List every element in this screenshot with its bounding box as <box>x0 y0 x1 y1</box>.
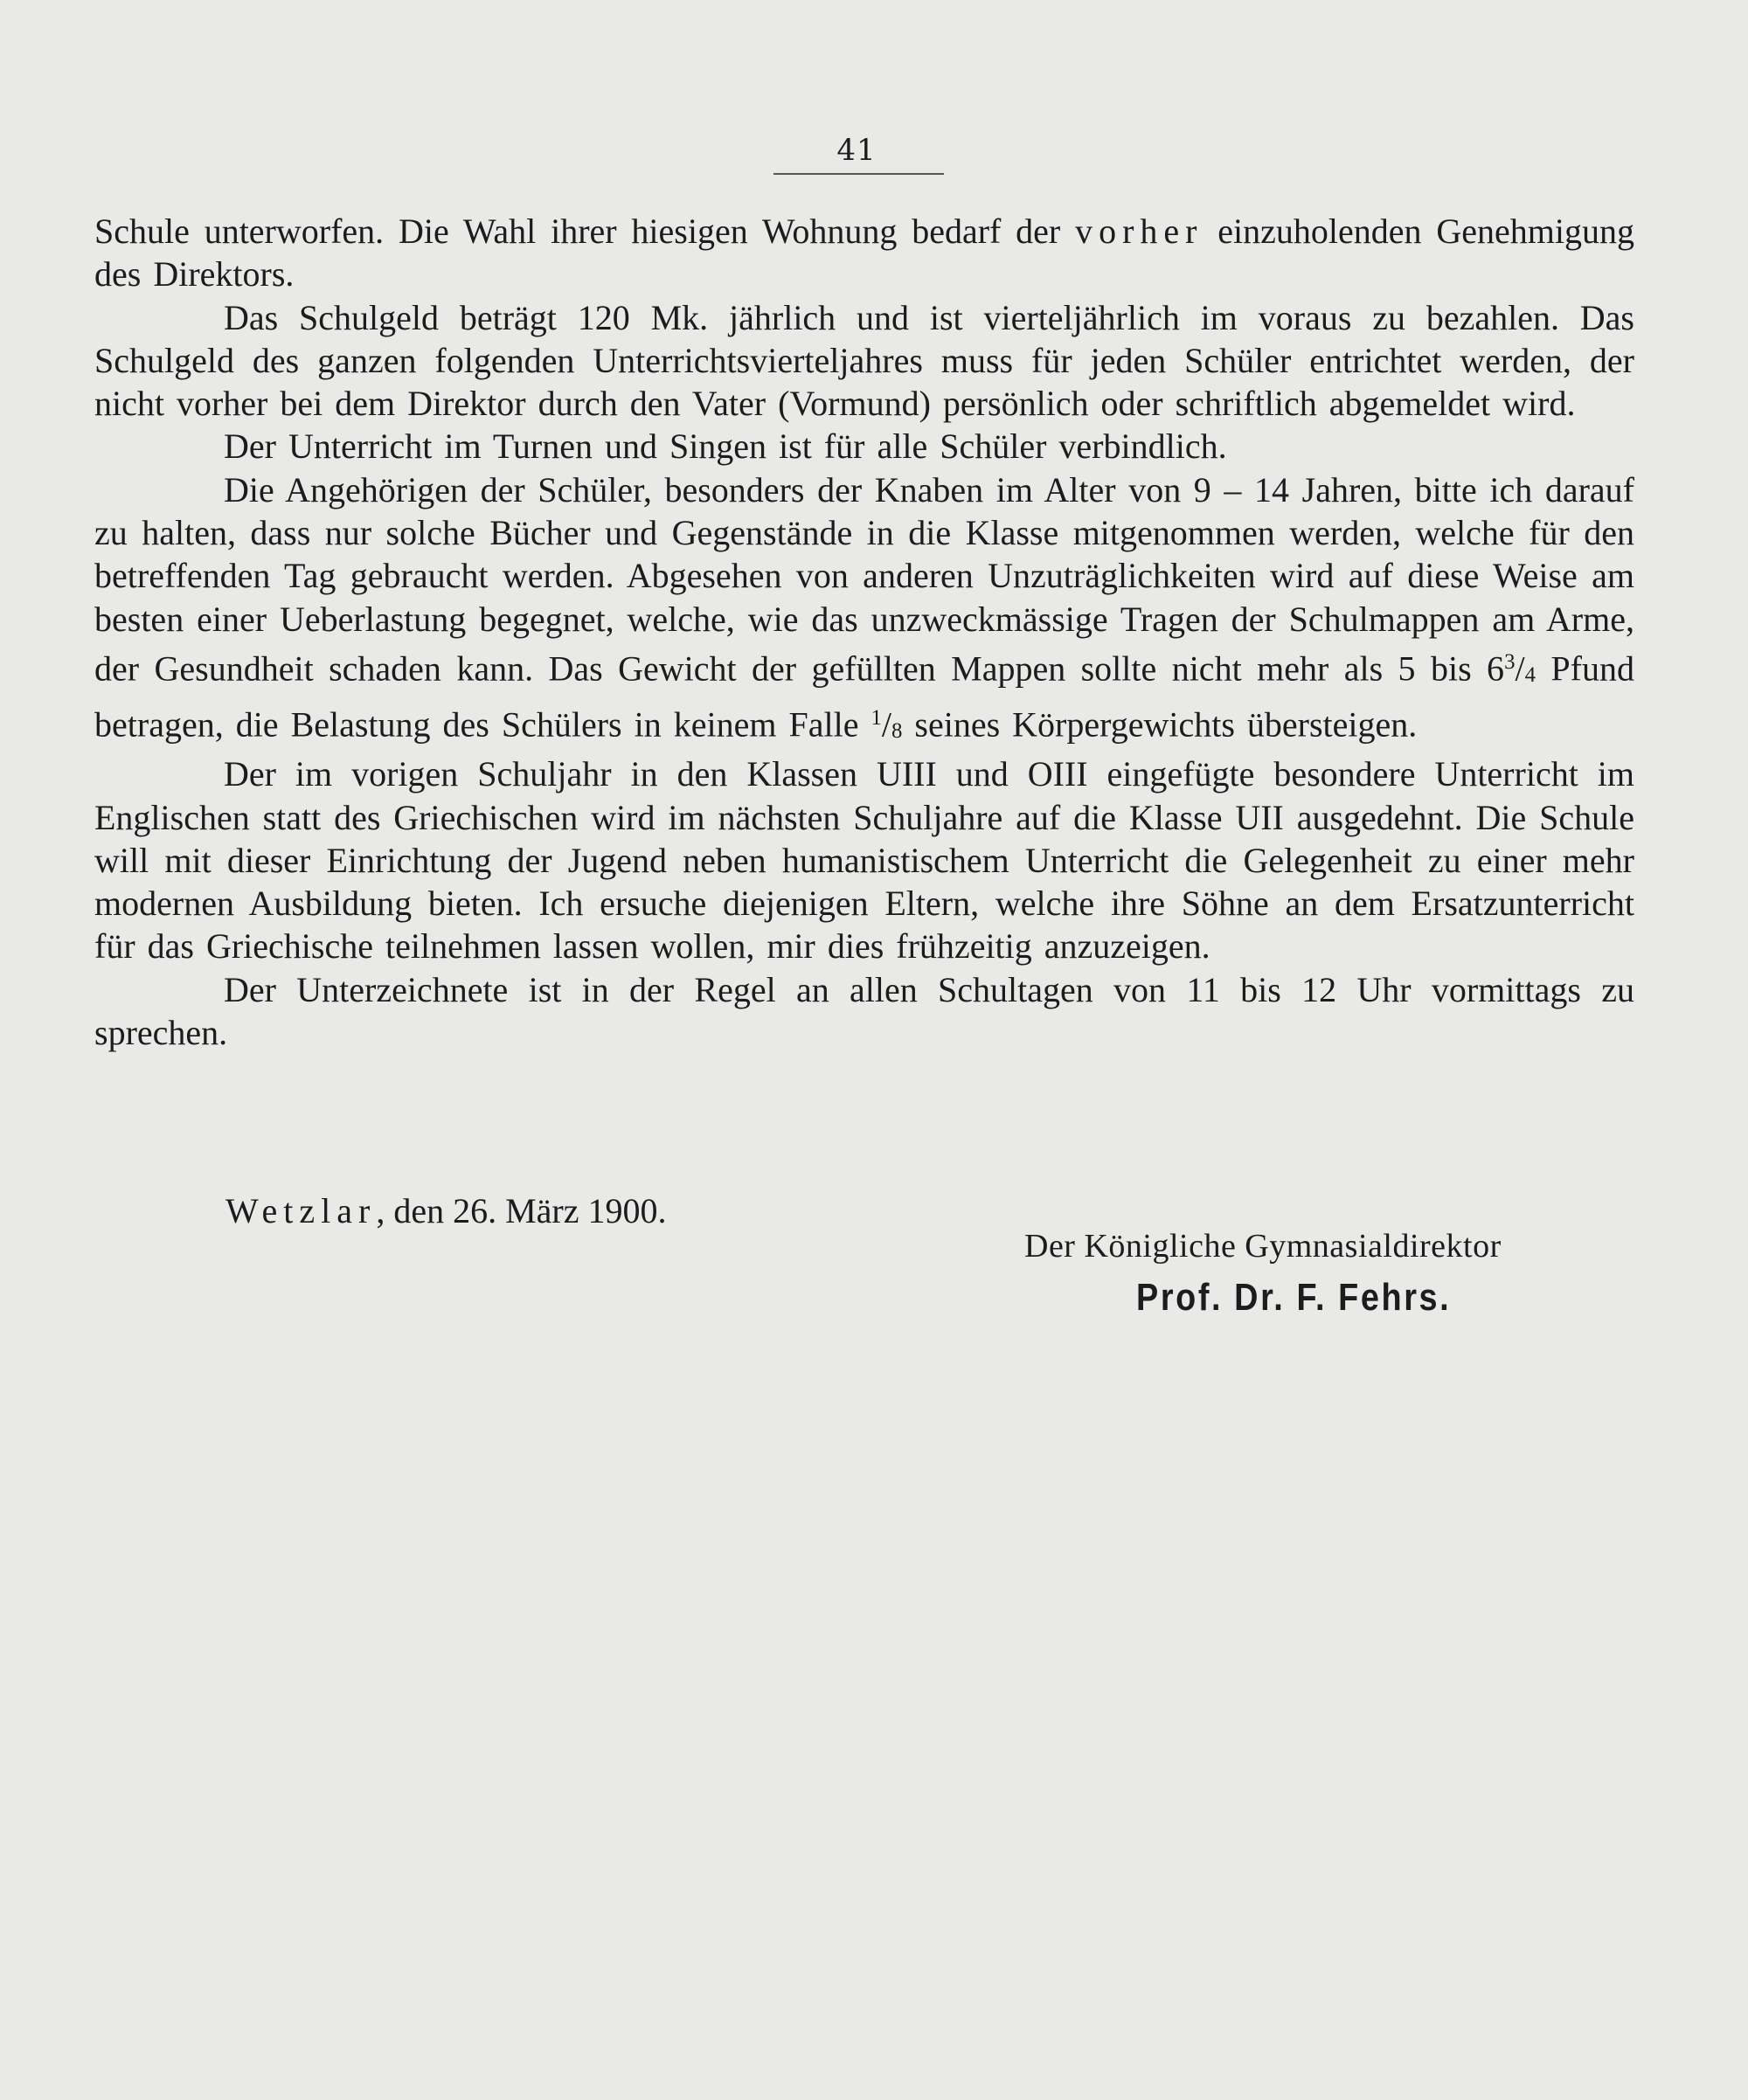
place-name: Wetzlar <box>225 1191 377 1230</box>
place-date-line <box>225 1190 667 1231</box>
paragraph-6: Der Unterzeichnete ist in der Regel an allen Schultagen von 11 bis 12 Uhr vormittags zu sprechen. <box>94 969 1634 1053</box>
header-rule <box>773 173 944 175</box>
paragraph-5: Der im vorigen Schuljahr in den Klassen UIII und OIII eingefügte besondere Unterricht im Englischen statt des Griechischen wird im nächsten Schuljahre auf die Klasse UII ausgedehnt. Die Schule will mit dieser Einrichtung der Jugend neben humanistischem Unterricht die Gelegenheit zu einer mehr modernen Ausbildung bieten. Ich ersuche diejenigen Eltern, welche ihre Söhne an dem Ersatzunterricht für das Griechische teilnehmen lassen wollen, mir dies frühzeitig anzuzeigen. <box>94 754 1634 967</box>
fraction-1-denominator: 4 <box>1524 662 1536 687</box>
paragraph-1-emphasis: vorher <box>1075 211 1203 251</box>
signer-name: Prof. Dr. F. Fehrs. <box>1136 1276 1452 1319</box>
paragraph-4-part-b: Pfund betragen, die Belastung des Schülers in keinem Falle <box>94 648 1634 745</box>
paragraph-3: Der Unterricht im Turnen und Singen ist für alle Schüler verbindlich. <box>224 426 1227 467</box>
paragraph-4-part-a: Die Angehörigen der Schüler, besonders der Knaben im Alter von 9 – 14 Jahren, bitte ich darauf zu halten, dass nur solche Bücher und Gegenstände in die Klasse mitgenommen werden, welche für den betreffenden Tag gebraucht werden. Abgesehen von anderen Unzuträglichkeiten wird auf diese Weise am besten einer Ueberlastung begegnet, welche, wie das unzweckmässige Tragen der Schulmappen am Arme, der Gesundheit schaden kann. Das Gewicht der gefüllten Mappen sollte nicht mehr als 5 bis 6 <box>94 469 1634 689</box>
paragraph-1-end: einzuholenden Genehmigung des Direktors. <box>94 211 1634 295</box>
paragraph-4-part-c: seines Körpergewichts übersteigen. <box>902 704 1418 745</box>
page-number: 41 <box>836 133 877 168</box>
date-text: , den 26. März 1900. <box>376 1191 667 1230</box>
fraction-2-numerator: 1 <box>871 706 882 731</box>
paragraph-1 <box>94 210 1634 296</box>
signer-title: Der Königliche Gymnasialdirektor <box>1024 1228 1502 1265</box>
fraction-2-denominator: 8 <box>891 718 903 743</box>
body-text <box>94 210 1634 1054</box>
paragraph-1-start: Schule unterworfen. Die Wahl ihrer hiesigen Wohnung bedarf der <box>94 211 1076 251</box>
paragraph-2: Das Schulgeld beträgt 120 Mk. jährlich und ist vierteljährlich im voraus zu bezahlen. Das Schulgeld des ganzen folgenden Unterrichtsvierteljahres muss für jeden Schüler entrichtet werden, der nicht vorher bei dem Direktor durch den Vater (Vormund) persönlich oder schriftlich abgemeldet wird. <box>94 297 1634 424</box>
fraction-1-numerator: 3 <box>1504 649 1516 674</box>
paragraph-4: Die Angehörigen der Schüler, besonders der Knaben im Alter von 9 – 14 Jahren, bitte ich darauf zu halten, dass nur solche Bücher und Gegenstände in die Klasse mitgenommen werden, welche für den betreffenden Tag gebraucht werden. Abgesehen von anderen Unzuträglichkeiten wird auf diese Weise am besten einer Ueberlastung begegnet, welche, wie das unzweckmässige Tragen der Schulmappen am Arme, der Gesundheit schaden kann. Das Gewicht der gefüllten Mappen sollte nicht mehr als 5 bis $6^3/4$ Pfund betragen, die Belastung des Schülers in keinem Falle $^1$/8 seines Körpergewichts übersteigen. <box>94 469 1634 745</box>
